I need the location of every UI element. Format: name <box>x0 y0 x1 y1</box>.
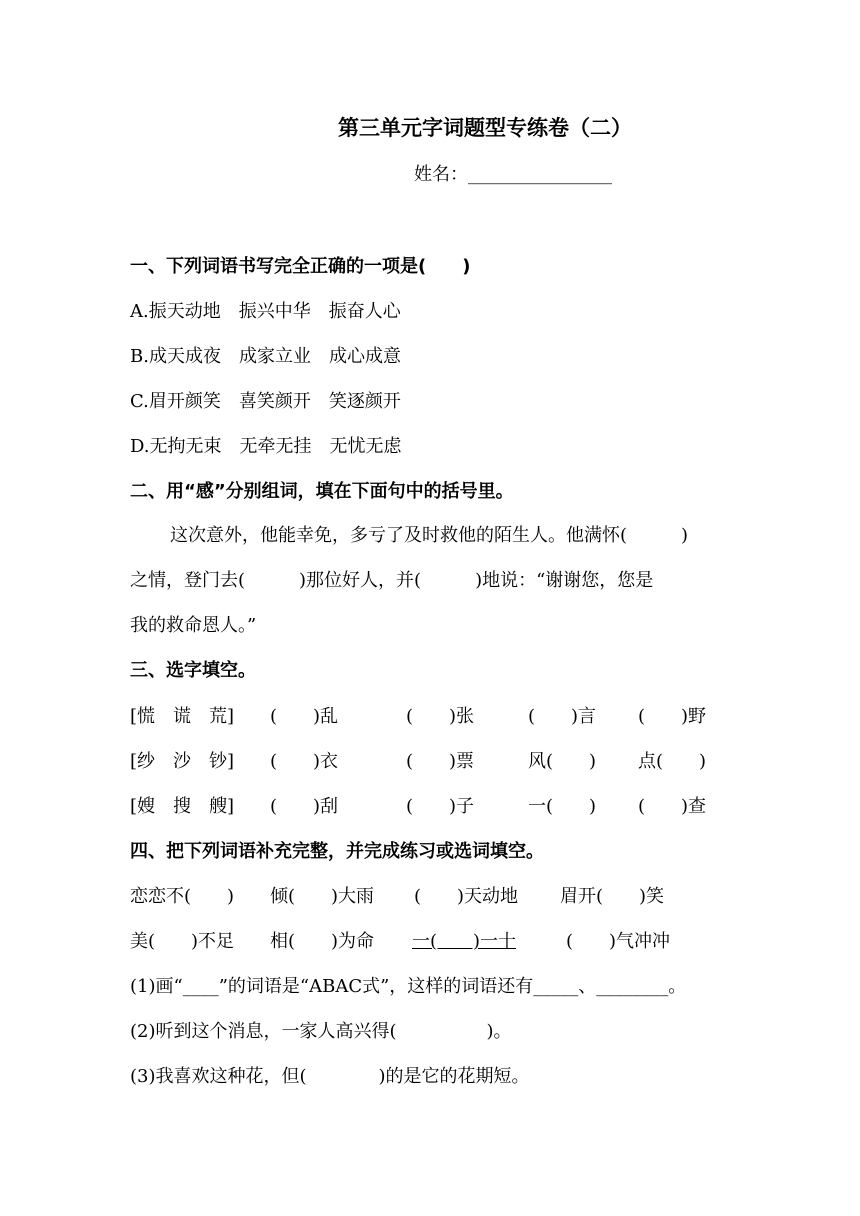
name-field <box>414 160 612 186</box>
q3-heading: 三、选字填空。 <box>130 660 256 681</box>
q4-word-5: 美( )不足 <box>130 931 235 952</box>
q3-row-1-item-2: ( )张 <box>406 706 475 727</box>
q3-row-3-group: [嫂 搜 艘] <box>130 796 235 817</box>
q3-row-1-group: [慌 谎 荒] <box>130 706 235 727</box>
q4-sub-1: (1)画“____”的词语是“ABAC式”，这样的词语还有_____、________。 <box>130 976 687 997</box>
q4-words-row-2 <box>130 927 670 953</box>
q4-word-4: 眉开( )笑 <box>560 886 665 907</box>
q3-row-3 <box>130 792 706 818</box>
q4-word-3: ( )天动地 <box>414 886 519 907</box>
q2-line-1: 这次意外，他能幸免，多亏了及时救他的陌生人。他满怀( ) <box>170 525 689 546</box>
q3-row-3-item-2: ( )子 <box>406 796 475 817</box>
q4-word-6: 相( )为命 <box>270 931 375 952</box>
q2-heading: 二、用“感”分别组词，填在下面句中的括号里。 <box>130 481 514 502</box>
name-blank: ________________ <box>468 164 612 185</box>
q3-row-3-item-3: 一( ) <box>528 796 597 817</box>
q4-sub-2: (2)听到这个消息，一家人高兴得( )。 <box>130 1021 512 1042</box>
q3-row-2-item-3: 风( ) <box>528 751 597 772</box>
q3-row-2-item-1: ( )衣 <box>270 751 339 772</box>
q1-option-b: B.成天成夜 成家立业 成心成意 <box>130 346 401 367</box>
name-label: 姓名： <box>414 164 468 185</box>
q3-row-2 <box>130 747 706 773</box>
q2-line-3: 我的救命恩人。” <box>130 615 257 636</box>
q2-line-2: 之情，登门去( )那位好人，并( )地说：“谢谢您，您是 <box>130 570 654 591</box>
q3-row-1-item-4: ( )野 <box>638 706 707 727</box>
page-title: 第三单元字词题型专练卷（二） <box>338 116 632 140</box>
q1-option-c: C.眉开颜笑 喜笑颜开 笑逐颜开 <box>130 391 401 412</box>
q4-word-1: 恋恋不( ) <box>130 886 235 907</box>
q1-option-d: D.无拘无束 无牵无挂 无忧无虑 <box>130 436 402 457</box>
q3-row-1 <box>130 702 706 728</box>
q4-word-underlined: 一( )一十 <box>412 931 517 952</box>
q1-option-a: A.振天动地 振兴中华 振奋人心 <box>130 301 401 322</box>
q3-row-2-item-4: 点( ) <box>638 751 707 772</box>
q4-heading: 四、把下列词语补充完整，并完成练习或选词填空。 <box>130 841 544 862</box>
q3-row-1-item-1: ( )乱 <box>270 706 339 727</box>
q3-row-2-item-2: ( )票 <box>406 751 475 772</box>
q3-row-3-item-1: ( )刮 <box>270 796 339 817</box>
q4-sub-3: (3)我喜欢这种花，但( )的是它的花期短。 <box>130 1066 530 1087</box>
q1-heading: 一、下列词语书写完全正确的一项是( ) <box>130 256 471 277</box>
q4-word-8: ( )气冲冲 <box>566 931 671 952</box>
q3-row-3-item-4: ( )查 <box>638 796 707 817</box>
q4-words-row-1 <box>130 882 664 908</box>
q3-row-2-group: [纱 沙 钞] <box>130 751 235 772</box>
q3-row-1-item-3: ( )言 <box>528 706 597 727</box>
q4-word-2: 倾( )大雨 <box>270 886 375 907</box>
